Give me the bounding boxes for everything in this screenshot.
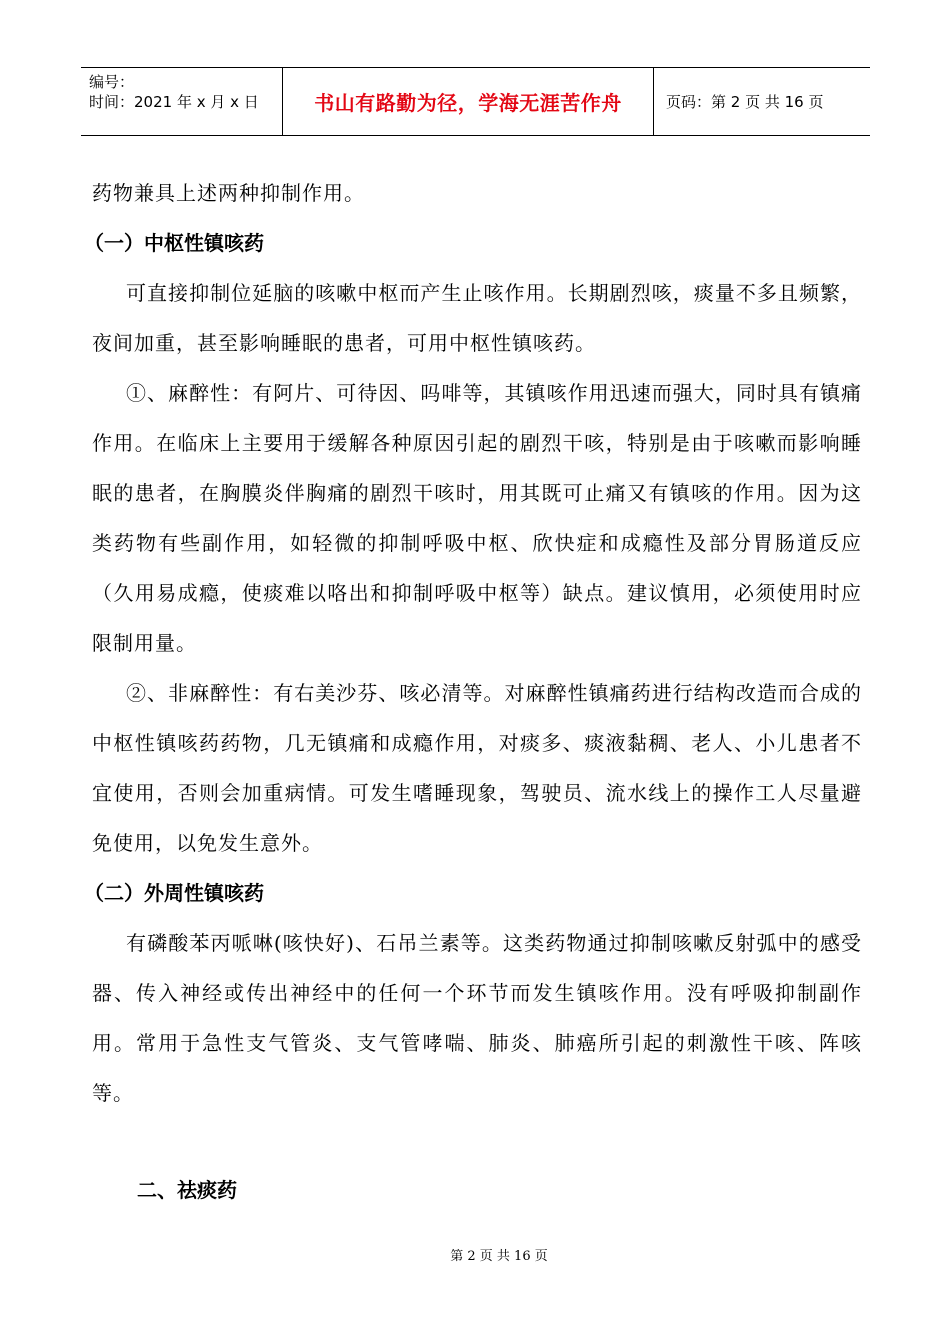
document-number-label: 编号： xyxy=(89,73,135,91)
document-date-label: 时间：2021 年 x 月 x 日 xyxy=(89,93,259,111)
document-body xyxy=(84,168,862,1118)
subheading-central-antitussives: （一）中枢性镇咳药 xyxy=(84,231,264,255)
header-page-info: 页码：第 2 页 共 16 页 xyxy=(666,93,824,111)
header-meta xyxy=(81,68,282,135)
intro-paragraph: 药物兼具上述两种抑制作用。 xyxy=(92,181,365,205)
page-header xyxy=(81,67,870,136)
paragraph-central: 可直接抑制位延脑的咳嗽中枢而产生止咳作用。长期剧烈咳，痰量不多且频繁，夜间加重，甚至影响睡眠的患者，可用中枢性镇咳药。 xyxy=(92,281,862,355)
paragraph-peripheral: 有磷酸苯丙哌啉(咳快好)、石吊兰素等。这类药物通过抑制咳嗽反射弧中的感受器、传入神经或传出神经中的任何一个环节而发生镇咳作用。没有呼吸抑制副作用。常用于急性支气管炎、支气管哮喘、肺炎、肺癌所引起的刺激性干咳、阵咳等。 xyxy=(92,931,862,1105)
paragraph-non-narcotic: ②、非麻醉性：有右美沙芬、咳必清等。对麻醉性镇痛药进行结构改造而合成的中枢性镇咳药药物，几无镇痛和成瘾作用，对痰多、痰液黏稠、老人、小儿患者不宜使用，否则会加重病情。可发生嗜睡现象，驾驶员、流水线上的操作工人尽量避免使用，以免发生意外。 xyxy=(92,681,862,855)
paragraph-narcotic: ①、麻醉性：有阿片、可待因、吗啡等，其镇咳作用迅速而强大，同时具有镇痛作用。在临床上主要用于缓解各种原因引起的剧烈干咳，特别是由于咳嗽而影响睡眠的患者，在胸膜炎伴胸痛的剧烈干咳时，用其既可止痛又有镇咳的作用。因为这类药物有些副作用，如轻微的抑制呼吸中枢、欣快症和成瘾性及部分胃肠道反应（久用易成瘾，使痰难以咯出和抑制呼吸中枢等）缺点。建议慎用，必须使用时应限制用量。 xyxy=(92,381,862,655)
header-motto: 书山有路勤为径，学海无涯苦作舟 xyxy=(282,68,654,135)
page-footer: 第 2 页 共 16 页 xyxy=(450,1249,548,1264)
section-heading-expectorants: 二、祛痰药 xyxy=(137,1178,237,1202)
subheading-peripheral-antitussives: （二）外周性镇咳药 xyxy=(84,881,264,905)
